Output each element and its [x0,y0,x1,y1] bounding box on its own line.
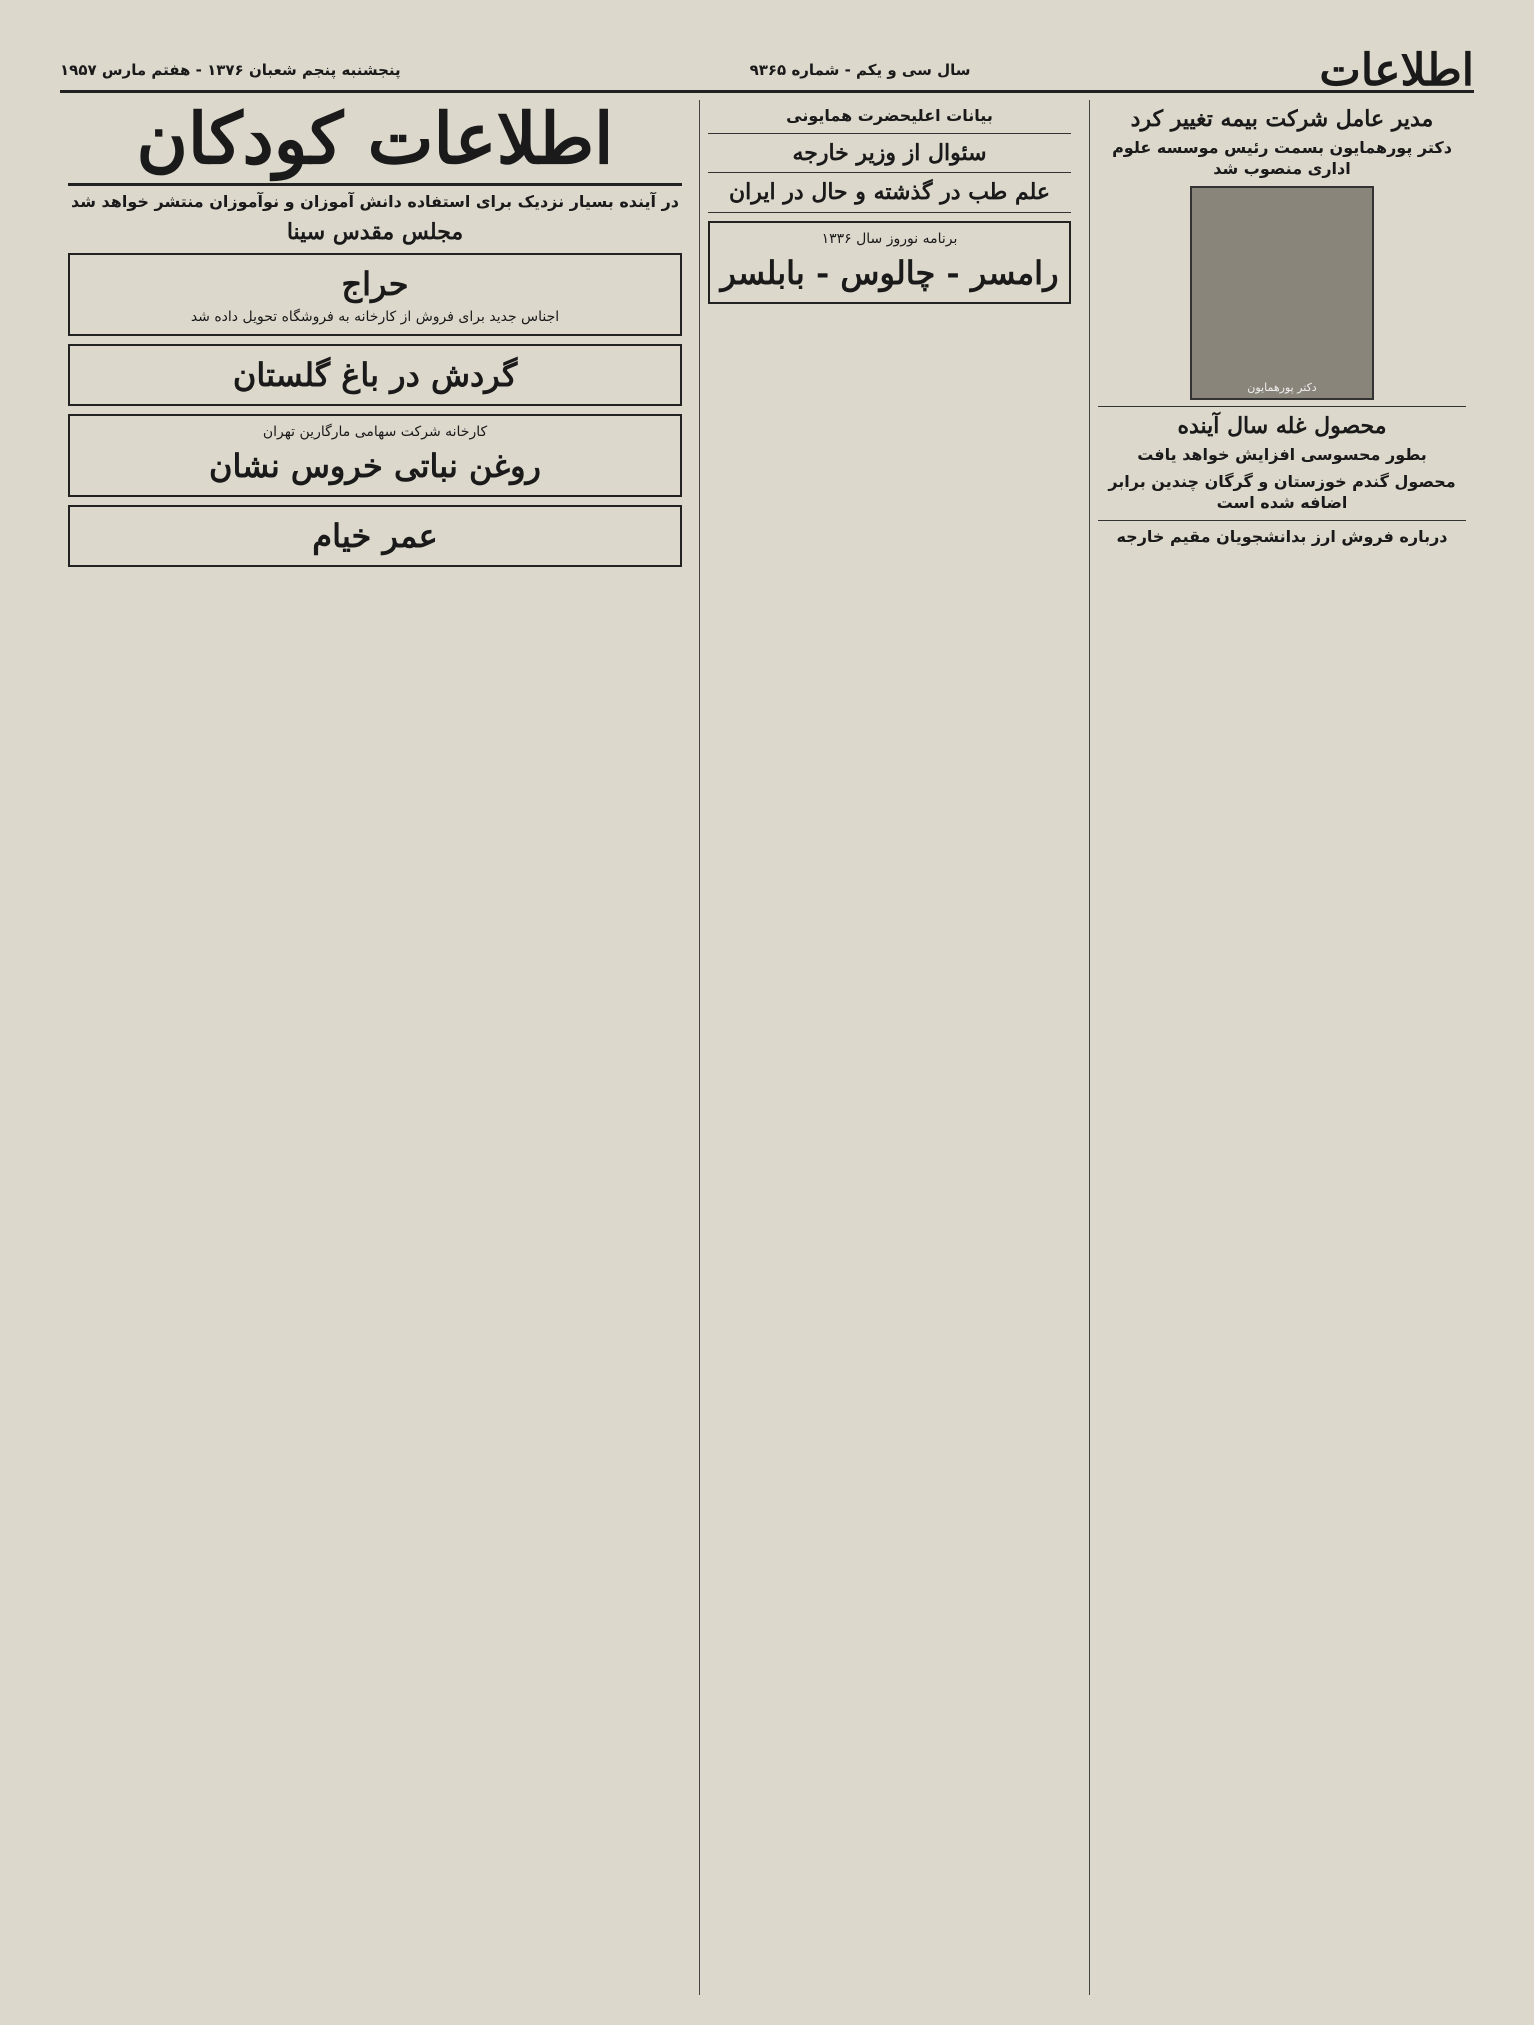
oil-brand: روغن نباتی خروس نشان [209,447,541,486]
masthead [60,44,1474,96]
divider [1098,520,1466,521]
foreign-students-headline: درباره فروش ارز بدانشجویان مقیم خارجه [1116,526,1448,546]
grain-headline: محصول غله سال آینده [1177,412,1387,439]
auction-title: حراج [341,265,409,304]
medicine-headline: علم طب در گذشته و حال در ایران [728,179,1051,206]
foreign-minister-headline: سئوال از وزیر خارجه [792,139,987,166]
photo-caption: دکتر پورهمایون [1247,380,1317,394]
kids-paper-title: اطلاعات کودکان [68,100,682,186]
dateline: پنجشنبه پنجم شعبان ۱۳۷۶ - هفتم مارس ۱۹۵۷ [60,61,401,79]
khayyam-ad [68,505,682,567]
majlis-headline: مجلس مقدس سینا [286,218,464,245]
portrait-photo [1190,186,1374,400]
masthead-logo: اطلاعات [1319,44,1474,96]
factory-name: کارخانه شرکت سهامی مارگارین تهران [262,424,488,441]
royal-speech-headline: بیانات اعلیحضرت همایونی [786,106,993,125]
garden-title: گردش در باغ گلستان [232,356,518,395]
garden-ad [68,344,682,406]
divider [1098,406,1466,407]
auction-ad [68,253,682,336]
issue-number: سال سی و یکم - شماره ۹۳۶۵ [749,61,971,79]
divider [708,133,1071,134]
margarine-ad [68,414,682,497]
insurance-headline: مدیر عامل شرکت بیمه تغییر کرد [1130,106,1434,132]
nowruz-ad [708,221,1071,304]
insurance-subhead: دکتر پورهمایون بسمت رئیس موسسه علوم اداری منصوب شد [1112,138,1452,179]
grain-subhead: بطور محسوسی افزایش خواهد یافت [1137,445,1427,465]
auction-body: اجناس جدید برای فروش از کارخانه به فروشگاه تحویل داده شد [190,309,560,326]
nowruz-title: برنامه نوروز سال ۱۳۳۶ [821,230,958,247]
khayyam-title: عمر خیام [312,517,438,556]
grain-subhead-2: محصول گندم خوزستان و گرگان چندین برابر اضافه شده است [1108,472,1456,512]
divider [708,212,1071,213]
left-column [60,100,690,1995]
right-column [1089,100,1474,1995]
ramsar-title: رامسر - چالوس - بابلسر [720,253,1059,292]
middle-column [699,100,1079,1995]
kids-paper-subhead: در آینده بسیار نزدیک برای استفاده دانش آموزان و نوآموزان منتشر خواهد شد [70,192,680,211]
divider [708,172,1071,173]
